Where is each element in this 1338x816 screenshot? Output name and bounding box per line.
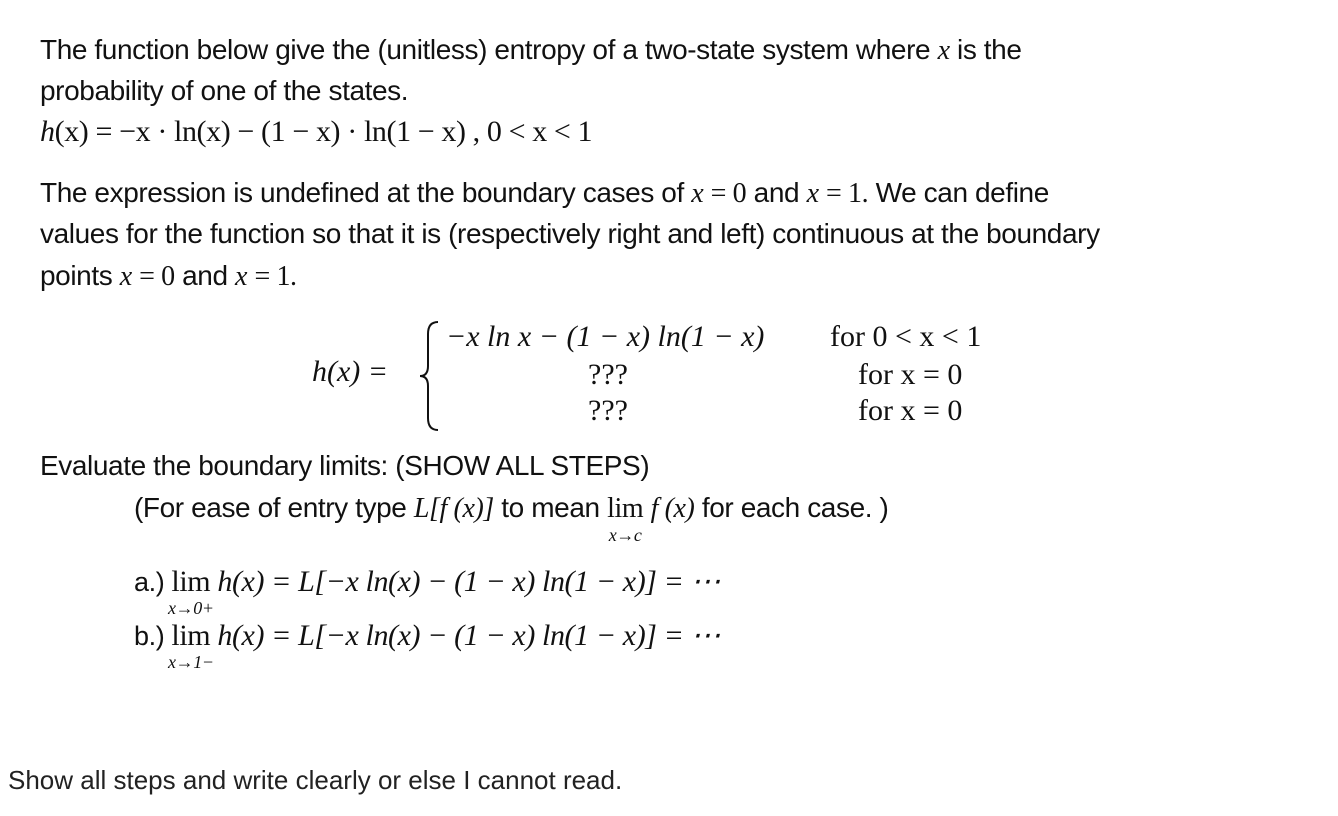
- lim-word: lim: [171, 565, 211, 598]
- left-brace-icon: [418, 318, 442, 434]
- points-text: points: [40, 260, 113, 291]
- var-x: x: [235, 261, 248, 292]
- lim-word: lim: [607, 493, 644, 524]
- para2-line-2: [40, 214, 1100, 254]
- lim-subscript: x→c: [608, 525, 642, 545]
- part-b: [134, 616, 721, 672]
- lim-subscript: x→1−: [168, 652, 214, 672]
- lim-word: lim: [171, 619, 211, 652]
- para2-text-a: The expression is undefined at the boundary cases of: [40, 177, 684, 208]
- part-a-label: a.): [134, 567, 165, 597]
- para2-line-3: [40, 256, 297, 297]
- part-b-expr: h(x) = L[−x ln(x) − (1 − x) ln(1 − x)] = ⋯: [217, 619, 721, 652]
- def-lhs: h: [40, 115, 55, 148]
- intro-line-2: [40, 71, 408, 111]
- intro-text: The function below give the (unitless) entropy of a two-state system where: [40, 34, 931, 65]
- note-L-notation: L[f (x)]: [413, 493, 494, 524]
- note-text-c: for each case. ): [701, 492, 889, 523]
- case-3-expr: ???: [588, 394, 628, 427]
- lim-subscript: x→0+: [168, 598, 214, 618]
- intro-line-1: [40, 30, 1022, 71]
- evaluate-heading: Evaluate the boundary limits: (SHOW ALL STEPS): [40, 450, 650, 481]
- and-text: and: [182, 260, 228, 291]
- case-1-cond: for 0 < x < 1: [830, 320, 982, 353]
- case-3-cond: for x = 0: [858, 394, 963, 427]
- case-1-expr: −x ln x − (1 − x) ln(1 − x): [446, 320, 765, 353]
- note-fx: f (x): [650, 493, 695, 524]
- part-a: [134, 562, 721, 618]
- and-text: and: [753, 177, 800, 208]
- intro-text-end: is the: [957, 34, 1022, 65]
- case-2-expr: ???: [588, 358, 628, 391]
- part-a-expr: h(x) = L[−x ln(x) − (1 − x) ln(1 − x)] = ⋯: [217, 565, 721, 598]
- para2-line-1: [40, 173, 1049, 214]
- para2-text-2: values for the function so that it is (respectively right and left) continuous at the boundary: [40, 218, 1100, 249]
- piecewise-lhs: h(x) =: [312, 355, 389, 388]
- note-text-b: to mean: [501, 492, 600, 523]
- def-rhs: (x) = −x · ln(x) − (1 − x) · ln(1 − x) , 0 < x < 1: [54, 115, 593, 148]
- var-x: x: [119, 261, 132, 292]
- part-b-limit: [168, 616, 214, 672]
- note-text-a: (For ease of entry type: [134, 492, 407, 523]
- note-limit: [607, 489, 644, 545]
- entry-note: [134, 488, 889, 545]
- entropy-definition: [40, 112, 592, 152]
- eq-one: = 1.: [826, 178, 869, 209]
- var-x: x: [937, 35, 950, 66]
- para2-text-e: We can define: [875, 177, 1049, 208]
- eq-one: = 1.: [254, 261, 297, 292]
- eq-zero: = 0: [139, 261, 175, 292]
- part-b-label: b.): [134, 621, 165, 651]
- intro-text-2: probability of one of the states.: [40, 75, 409, 106]
- part-a-limit: [168, 562, 214, 618]
- var-x: x: [806, 178, 819, 209]
- eq-zero: = 0: [710, 178, 747, 209]
- var-x: x: [691, 178, 704, 209]
- footer-instruction: Show all steps and write clearly or else I cannot read.: [8, 765, 623, 795]
- case-2-cond: for x = 0: [858, 358, 963, 391]
